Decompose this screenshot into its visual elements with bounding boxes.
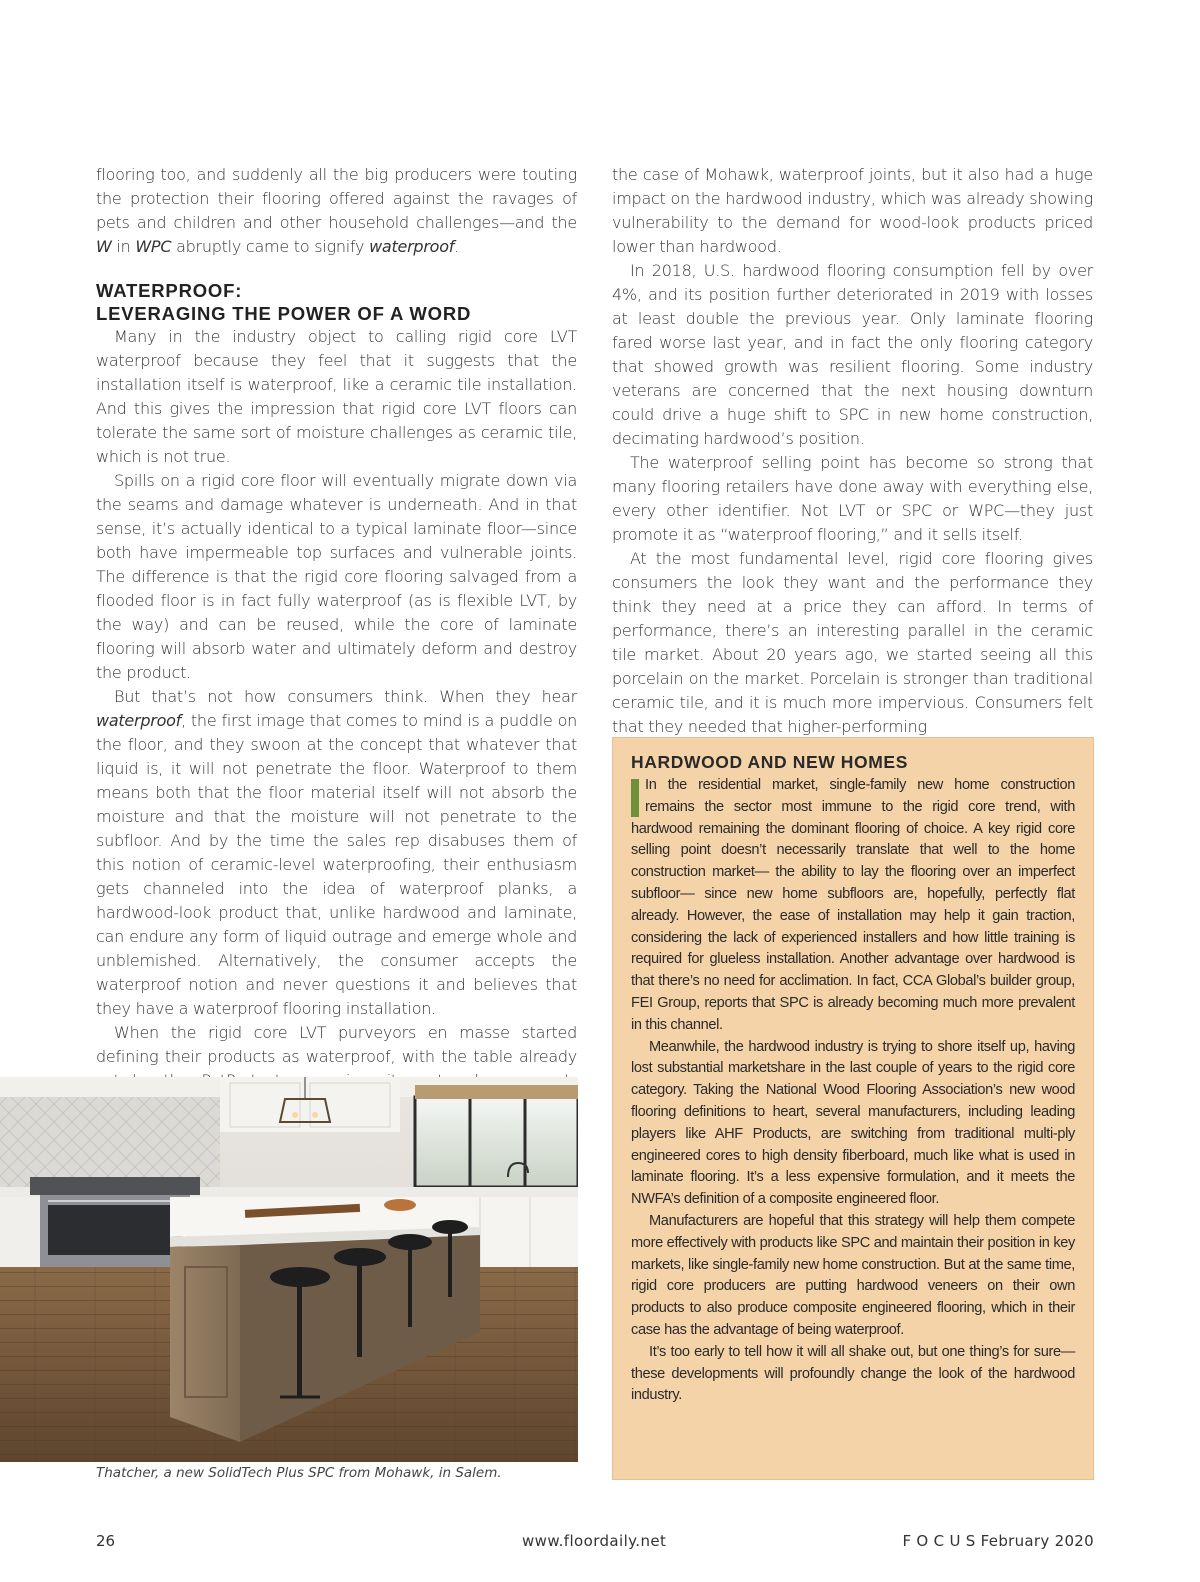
left-paragraph-5: When the rigid core LVT purveyors en masse started defining their products as waterproof, with the table already — [96, 1023, 577, 1066]
sidebar-box — [612, 737, 1094, 1480]
left-column — [96, 163, 577, 1165]
sidebar-paragraph-4: It’s too early to tell how it will all shake out, but one thing’s for sure— these developments will profoundly change the look of the hardwood industry. — [631, 1343, 1075, 1404]
right-paragraph-4: At the most fundamental level, rigid core flooring gives consumers the look they want and the performance they think they need at a price they can afford. In terms of performance, there’s an interesting parallel in the ceramic tile market. About 20 years ago, we started seeing all this porcelain on the market. Porcelain is stronger than traditional ceramic tile, and it is much more impervious. Consumers felt that they needed that higher-performing — [612, 549, 1093, 736]
issue-label: F O C U S February 2020 — [902, 1532, 1094, 1550]
right-paragraph-3: The waterproof selling point has become so strong that many flooring retailers have done away with everything else, every other identifier. Not LVT or SPC or WPC—they just promote it as “waterproof flooring,” and it sells itself. — [612, 453, 1093, 544]
sidebar-title: HARDWOOD AND NEW HOMES — [631, 752, 908, 772]
page-number: 26 — [96, 1532, 116, 1550]
right-paragraph-2: In 2018, U.S. hardwood flooring consumption fell by over 4%, and its position further deteriorated in 2019 with losses at least double the previous year. Only laminate flooring fared worse last year, and in fact the only flooring category that showed growth was resilient flooring. Some industry veterans are concerned that the next housing downturn could drive a huge shift to SPC in new home construction, decimating hardwood’s position. — [612, 261, 1093, 448]
sidebar-paragraph-2: Meanwhile, the hardwood industry is trying to shore itself up, having lost substantial marketshare in the last couple of years to the rigid core category. Taking the National Wood Flooring Association’s new wood flooring definitions to heart, several manufacturers, including leading players like AHF Products, are switching from traditional multi-ply engineered cores to high density fiberboard, much like what is used in laminate flooring. It’s a less expensive formulation, and it meets the NWFA’s definition of a composite engineered floor. — [631, 1038, 1075, 1208]
dropcap-bar-icon — [631, 779, 639, 817]
section-heading — [96, 279, 577, 325]
left-paragraph-1: flooring too, and suddenly all the big producers were touting the protection their flooring offered against the ravages of pets and children and other household challenges—and the W in WPC abruptly came to signify waterproof. — [96, 165, 577, 256]
kitchen-photo — [0, 1077, 578, 1462]
sidebar-paragraph-3: Manufacturers are hopeful that this strategy will help them compete more effectively with products like SPC and maintain their position in key markets, like single-family new home construction. But at the same time, rigid core producers are putting hardwood veneers on their own products to also produce composite engineered flooring, which in their case has the advantage of being waterproof. — [631, 1212, 1075, 1338]
website-link[interactable]: www.floordaily.net — [522, 1532, 667, 1550]
sidebar-paragraph-1: In the residential market, single-family new home construction remains the sector most immune to the rigid core trend, with hardwood remaining the dominant flooring of choice. A key rigid core selling point doesn’t necessarily translate that well to the home construction market— the ability to lay the flooring over an imperfect subfloor— since new home subfloors are, hopefully, perfectly flat already. However, the ease of installation may help it gain traction, considering the lack of experienced installers and how little training is required for glueless installation. Another advantage over hardwood is that there’s no need for acclimation. In fact, CCA Global’s builder group, FEI Group, reports that SPC is already becoming much more prevalent in this channel. — [631, 777, 1075, 1033]
heading-line-1: WATERPROOF: — [96, 280, 243, 301]
right-column — [612, 163, 1093, 739]
photo-caption: Thatcher, a new SolidTech Plus SPC from Mohawk, in Salem. — [96, 1465, 502, 1481]
right-paragraph-1: the case of Mohawk, waterproof joints, but it also had a huge impact on the hardwood industry, which was already showing vulnerability to the demand for wood-look products priced lower than hardwood. — [612, 165, 1093, 256]
left-paragraph-4: But that’s not how consumers think. When they hear waterproof, the first image that comes to mind is a puddle on the floor, and they swoon at the concept that whatever that liquid is, it will not penetrate the floor. Waterproof to them means both that the floor material itself will not absorb the moisture and that the moisture will not penetrate to the subfloor. And by the time the sales rep disabuses them of this notion of ceramic-level waterproofing, their enthusiasm gets channeled into the idea of waterproof planks, a hardwood-look product that, unlike hardwood and laminate, can endure any form of liquid outrage and emerge whole and unblemished. Alternatively, the consumer accepts the waterproof notion and never questions it and believes that they have a waterproof flooring installation. — [96, 687, 577, 1018]
heading-line-2: LEVERAGING THE POWER OF A WORD — [96, 303, 472, 324]
left-paragraph-3: Spills on a rigid core floor will eventually migrate down via the seams and damage whatever is underneath. And in that sense, it’s actually identical to a typical laminate floor—since both have impermeable top surfaces and vulnerable joints. The difference is that the rigid core flooring salvaged from a flooded floor is in fact fully waterproof (as is flexible LVT, by the way) and can be reused, while the core of laminate flooring will absorb water and ultimately deform and destroy the product. — [96, 471, 577, 682]
left-paragraph-2: Many in the industry object to calling rigid core LVT waterproof because they feel that it suggests that the installation itself is waterproof, like a ceramic tile installation. And this gives the impression that rigid core LVT floors can tolerate the same sort of moisture challenges as ceramic tile, which is not true. — [96, 327, 577, 466]
sidebar-body — [631, 775, 1075, 1407]
